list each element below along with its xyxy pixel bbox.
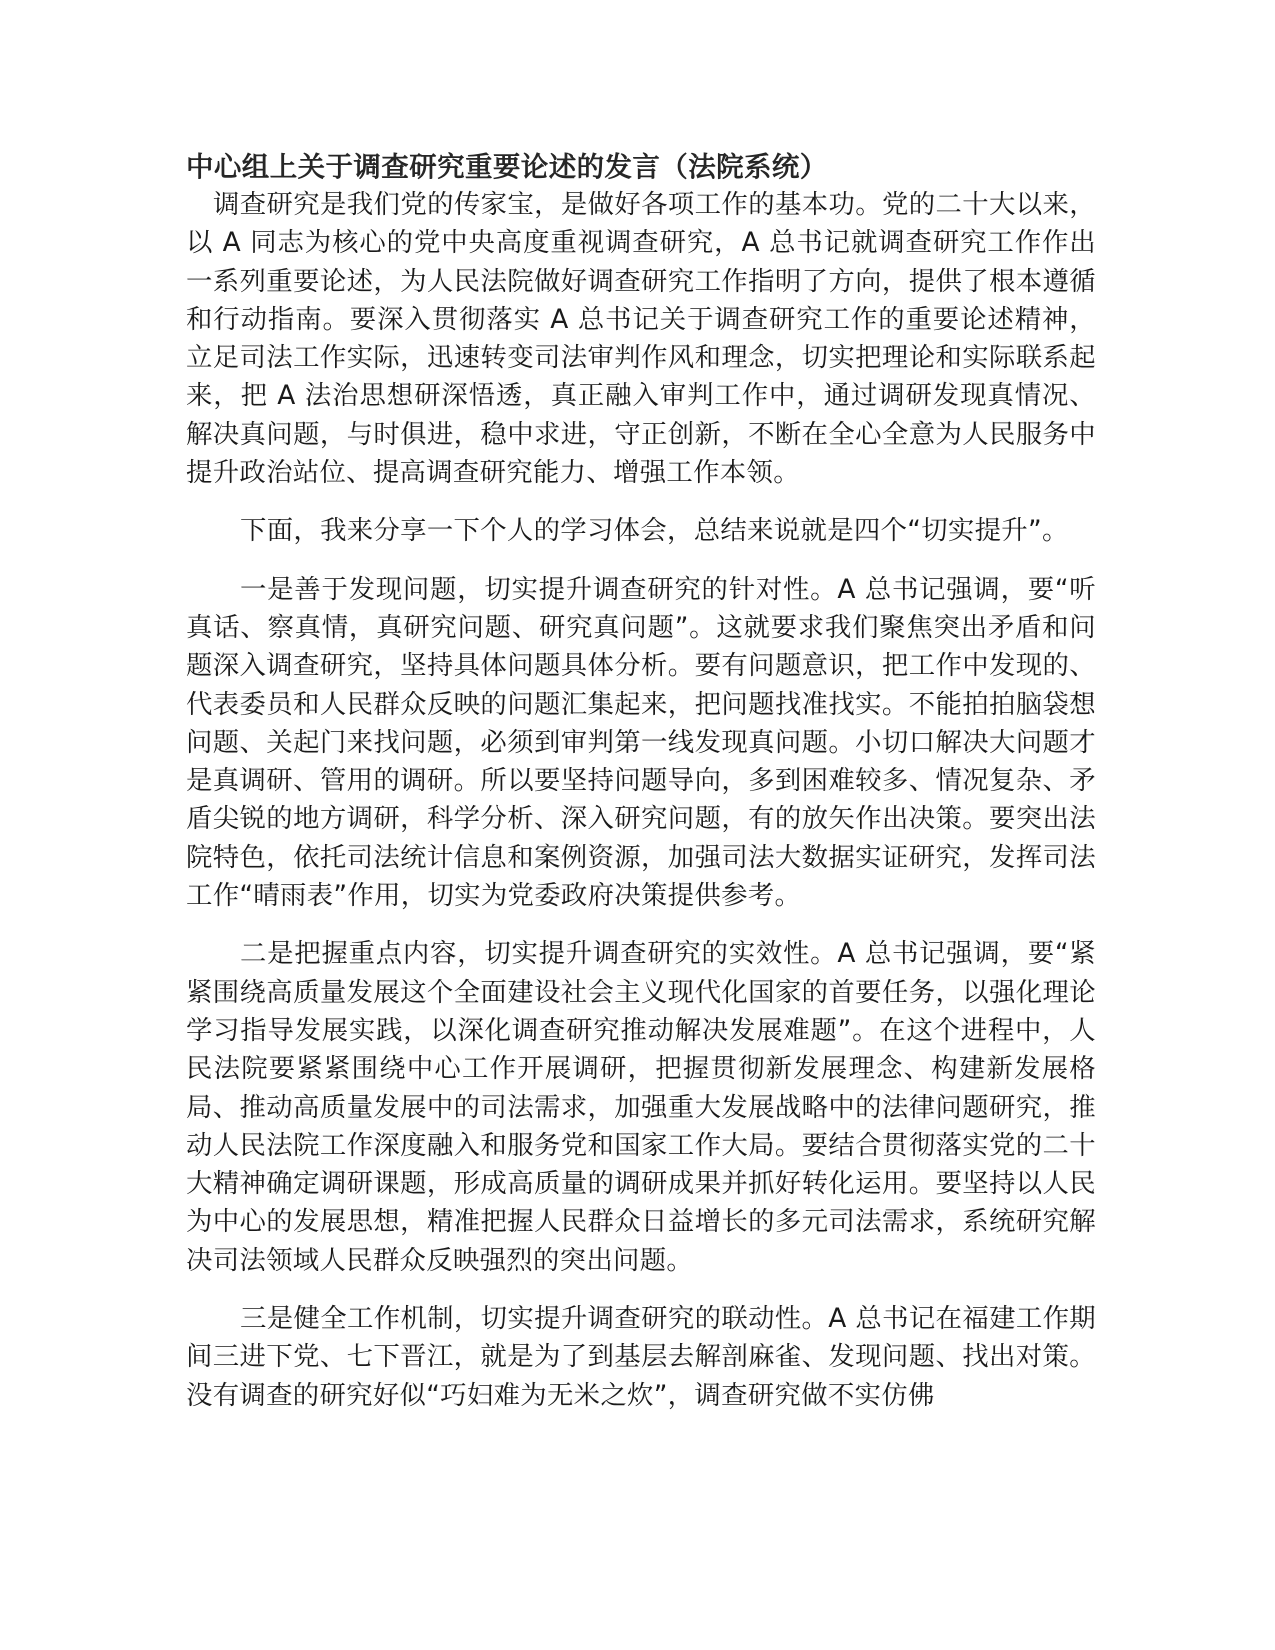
document-title: 中心组上关于调查研究重要论述的发言（法院系统） xyxy=(186,151,828,183)
document-body xyxy=(186,148,1096,1415)
paragraph-point-three: 三是健全工作机制，切实提升调查研究的联动性。A 总书记在福建工作期间三进下党、七下晋江，就是为了到基层去解剖麻雀、发现问题、找出对策。没有调查的研究好似“巧妇难为无米之炊”，调查研究做不实仿佛 xyxy=(186,1303,1096,1411)
paragraph-intro: 调查研究是我们党的传家宝，是做好各项工作的基本功。党的二十大以来，以 A 同志为核心的党中央高度重视调查研究，A 总书记就调查研究工作作出一系列重要论述，为人民法院做好调查研究工作指明了方向，提供了根本遵循和行动指南。要深入贯彻落实 A 总书记关于调查研究工作的重要论述精神，立足司法工作实际，迅速转变司法审判作风和理念，切实把理论和实际联系起来，把 A 法治思想研深悟透，真正融入审判工作中，通过调研发现真情况、解决真问题，与时俱进，稳中求进，守正创新，不断在全心全意为人民服务中提升政治站位、提高调查研究能力、增强工作本领。 xyxy=(186,189,1096,489)
paragraph-overview: 下面，我来分享一下个人的学习体会，总结来说就是四个“切实提升”。 xyxy=(240,515,1069,547)
paragraph-point-two: 二是把握重点内容，切实提升调查研究的实效性。A 总书记强调，要“紧紧围绕高质量发展这个全面建设社会主义现代化国家的首要任务，以强化理论学习指导发展实践，以深化调查研究推动解决发展难题”。在这个进程中，人民法院要紧紧围绕中心工作开展调研，把握贯彻新发展理念、构建新发展格局、推动高质量发展中的司法需求，加强重大发展战略中的法律问题研究，推动人民法院工作深度融入和服务党和国家工作大局。要结合贯彻落实党的二十大精神确定调研课题，形成高质量的调研成果并抓好转化运用。要坚持以人民为中心的发展思想，精准把握人民群众日益增长的多元司法需求，系统研究解决司法领域人民群众反映强烈的突出问题。 xyxy=(186,938,1096,1276)
paragraph-point-one: 一是善于发现问题，切实提升调查研究的针对性。A 总书记强调，要“听真话、察真情，真研究问题、研究真问题”。这就要求我们聚焦突出矛盾和问题深入调查研究，坚持具体问题具体分析。要有问题意识，把工作中发现的、代表委员和人民群众反映的问题汇集起来，把问题找准找实。不能拍拍脑袋想问题、关起门来找问题，必须到审判第一线发现真问题。小切口解决大问题才是真调研、管用的调研。所以要坚持问题导向，多到困难较多、情况复杂、矛盾尖锐的地方调研，科学分析、深入研究问题，有的放矢作出决策。要突出法院特色，依托司法统计信息和案例资源，加强司法大数据实证研究，发挥司法工作“晴雨表”作用，切实为党委政府决策提供参考。 xyxy=(186,573,1096,912)
